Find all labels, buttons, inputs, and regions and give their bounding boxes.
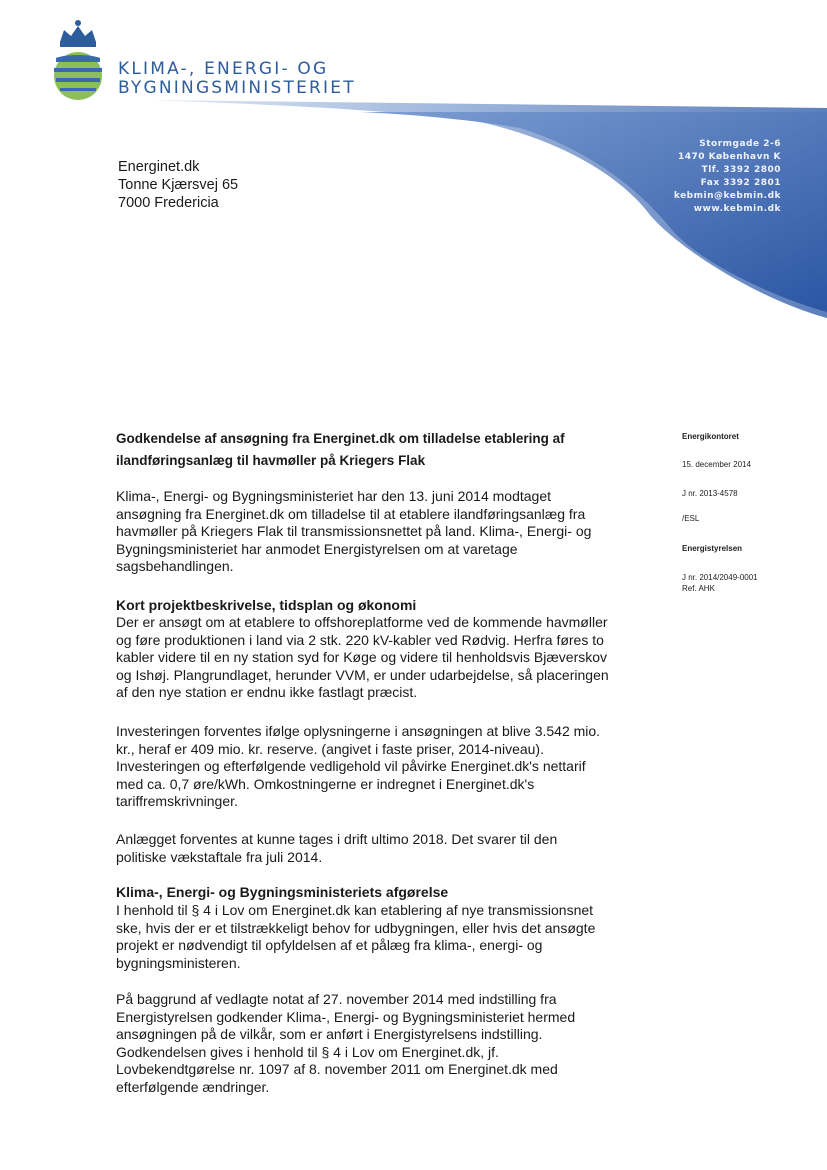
text-line: Investeringen forventes ifølge oplysningerne i ansøgningen at blive 3.542 mio.	[116, 723, 601, 739]
text-line: og føre produktionen i land via 2 stk. 220 kV-kabler ved Rødvig. Herfra føres to	[116, 631, 604, 648]
text-line: kabler videre til en ny station syd for Køge og videre til henholdsvis Bjæverskov	[116, 649, 608, 666]
sidebar-jnr2: J nr. 2014/2049-0001	[682, 573, 758, 582]
text-line: ske, hvis der er et tilstrækkeligt behov for udbygningen, eller hvis det ansøgte	[116, 919, 596, 936]
text-line: efterfølgende ændringer.	[116, 1078, 270, 1095]
text-line: og Ishøj. Plangrundlaget, herunder VVM, er under udarbejdelse, så placeringen	[116, 666, 609, 683]
section2-paragraph2	[116, 991, 636, 1097]
text-line: På baggrund af vedlagte notat af 27. november 2014 med indstilling fra	[116, 991, 557, 1007]
address-email: kebmin@kebmin.dk	[673, 191, 781, 201]
section1-paragraph2	[116, 723, 636, 811]
address-street: Stormgade 2-6	[699, 139, 781, 149]
recipient-name: Energinet.dk	[118, 159, 200, 175]
address-website: www.kebmin.dk	[693, 204, 781, 214]
text-line: kr., heraf er 409 mio. kr. reserve. (angivet i faste priser, 2014-niveau).	[116, 740, 544, 757]
text-line: ansøgningen på de vilkår, som er anført i Energistyrelsens indstilling.	[116, 1026, 543, 1043]
text-line: Godkendelsen gives i henhold til § 4 i Lov om Energinet.dk, jf.	[116, 1043, 499, 1060]
text-line: Klima-, Energi- og Bygningsministeriet har den 13. juni 2014 modtaget	[116, 488, 552, 504]
text-line: Investeringen og efterfølgende vedligehold vil påvirke Energinet.dk's nettarif	[116, 758, 586, 775]
section2-heading: Klima-, Energi- og Bygningsministeriets afgørelse	[116, 884, 449, 900]
section2-paragraph1	[116, 902, 636, 972]
text-line: Bygningsministeriet har anmodet Energistyrelsen om at varetage	[116, 540, 518, 557]
section1-paragraph3	[116, 831, 636, 866]
text-line: Lovbekendtgørelse nr. 1097 af 8. november 2011 om Energinet.dk med	[116, 1061, 558, 1078]
sidebar-office: Energikontoret	[682, 432, 739, 441]
text-line: bygningsministeren.	[116, 954, 241, 971]
text-line: Energistyrelsen godkender Klima-, Energi- og Bygningsministeriet hermed	[116, 1008, 576, 1025]
sidebar-jnr1: J nr. 2013-4578	[682, 489, 738, 498]
recipient-street: Tonne Kjærsvej 65	[118, 177, 239, 193]
text-line: af den nye station er endnu ikke fastlagt præcist.	[116, 684, 418, 701]
address-fax: Fax 3392 2801	[700, 178, 781, 188]
sidebar-ref: Ref. AHK	[682, 584, 715, 593]
sidebar-date: 15. december 2014	[682, 460, 751, 469]
text-line: politiske vækstaftale fra juli 2014.	[116, 848, 323, 865]
recipient-city: 7000 Fredericia	[118, 195, 219, 211]
text-line: havmøller på Kriegers Flak til transmissionsnettet på land. Klima-, Energi- og	[116, 523, 592, 540]
text-line: ansøgning fra Energinet.dk om tilladelse til at etablere ilandføringsanlæg fra	[116, 505, 586, 522]
section1-heading: Kort projektbeskrivelse, tidsplan og økonomi	[116, 597, 417, 613]
sidebar-agency: Energistyrelsen	[682, 544, 743, 553]
text-line: Der er ansøgt om at etablere to offshoreplatforme ved de kommende havmøller	[116, 614, 608, 630]
letter-title-line2: ilandføringsanlæg til havmøller på Kriegers Flak	[116, 453, 426, 468]
text-line: Anlægget forventes at kunne tages i drift ultimo 2018. Det svarer til den	[116, 831, 558, 847]
address-city: 1470 København K	[678, 152, 781, 162]
text-line: med ca. 0,7 øre/kWh. Omkostningerne er indregnet i Energinet.dk's	[116, 775, 535, 792]
text-line: projekt er nødvendigt til opfyldelsen af et pålæg fra klima-, energi- og	[116, 937, 543, 954]
address-phone: Tlf. 3392 2800	[701, 165, 781, 175]
text-line: I henhold til § 4 i Lov om Energinet.dk kan etablering af nye transmissionsnet	[116, 902, 594, 918]
org-name-line2: BYGNINGSMINISTERIET	[118, 78, 356, 98]
text-line: tariffremskrivninger.	[116, 793, 238, 810]
sidebar-initials: /ESL	[682, 514, 700, 523]
section1-paragraph1	[116, 614, 636, 702]
text-line: sagsbehandlingen.	[116, 558, 234, 575]
ministry-crown-globe-logo	[42, 12, 114, 106]
intro-paragraph	[116, 488, 636, 576]
letter-title-line1: Godkendelse af ansøgning fra Energinet.dk om tilladelse etablering af	[116, 431, 565, 446]
org-name-line1: KLIMA-, ENERGI- OG	[118, 59, 329, 79]
